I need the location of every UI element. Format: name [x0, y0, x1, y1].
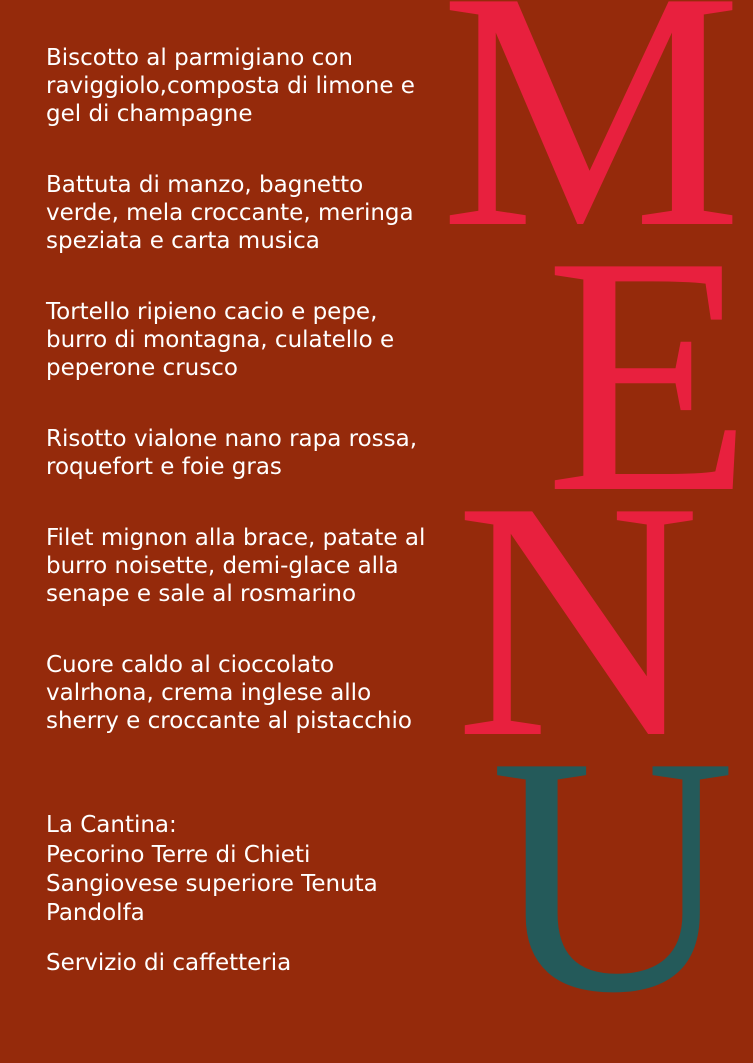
menu-letter-n: N	[455, 431, 701, 808]
dish-item-6: Cuore caldo al cioccolato valrhona, crema inglese allo sherry e croccante al pistacchio	[46, 652, 412, 734]
menu-letter-e: E	[545, 186, 753, 563]
wine-section-heading: La Cantina:	[46, 812, 177, 838]
dish-item-3: Tortello ripieno cacio e pepe, burro di montagna, culatello e peperone crusco	[46, 299, 395, 381]
wine-section	[46, 810, 476, 978]
dish-item-5: Filet mignon alla brace, patate al burro noisette, demi-glace alla senape e sale al rosmarino	[46, 525, 426, 607]
coffee-service: Servizio di caffetteria	[46, 950, 292, 976]
dish-list	[46, 44, 466, 778]
dish-item-2: Battuta di manzo, bagnetto verde, mela croccante, meringa speziata e carta musica	[46, 172, 414, 254]
menu-letter-u: U	[490, 686, 736, 1063]
dish-item-4: Risotto vialone nano rapa rossa, roquefort e foie gras	[46, 426, 418, 480]
wine-item-2: Sangiovese superiore Tenuta Pandolfa	[46, 871, 378, 926]
wine-item-1: Pecorino Terre di Chieti	[46, 842, 311, 868]
menu-letter-m: M	[440, 0, 743, 298]
dish-item-1: Biscotto al parmigiano con raviggiolo,composta di limone e gel di champagne	[46, 45, 415, 127]
